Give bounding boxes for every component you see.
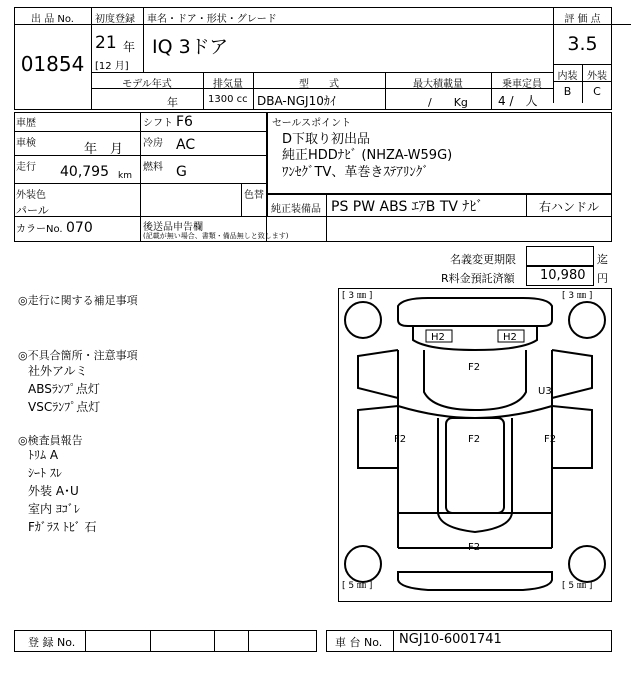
inspector-item: ｼｰﾄ ｽﾚ (28, 466, 62, 480)
max-load-label: 最大積載量 (413, 79, 463, 90)
hood (424, 350, 526, 410)
steering-value: 右ハンドル (538, 200, 599, 214)
damage-mark: F2 (468, 362, 481, 373)
recycle-label: R料金預託済額 (441, 272, 515, 285)
vehicle-name-label: 車名・ドア・形状・グレード (147, 14, 277, 25)
inspector-item: 外装 A･U (28, 484, 79, 498)
exterior-label: 外装 (587, 71, 607, 82)
cabin-left (398, 406, 438, 513)
damage-mark: H2 (431, 332, 445, 343)
exterior-grade: C (593, 85, 601, 98)
rear-bumper (398, 572, 552, 590)
exterior-color-label: 外装色 (16, 190, 46, 201)
ac-label: 冷房 (143, 138, 163, 149)
sales-line-3: ﾜﾝｾｸﾞTV、革巻きｽﾃｱﾘﾝｸﾞ (282, 165, 429, 180)
tire-rear-left (345, 546, 381, 582)
windshield (398, 406, 552, 418)
score-label: 評 価 点 (564, 14, 601, 25)
shift-value: F6 (176, 114, 193, 130)
tire-rear-right (569, 546, 605, 582)
color-change-label: 色替 (244, 190, 264, 201)
inspector-item: 室内 ﾖｺﾞﾚ (28, 502, 80, 516)
color-no-value: 070 (66, 220, 93, 236)
year-value: 21 (95, 33, 117, 53)
defects-title: ◎不具合箇所・注意事項 (18, 349, 138, 362)
color-no-label: カラーNo. (16, 224, 63, 235)
mileage-unit: km (118, 171, 132, 181)
recycle-value: 10,980 (540, 268, 586, 283)
model-year-unit: 年 (167, 96, 178, 109)
color-row-frame (14, 216, 612, 242)
fuel-value: G (176, 164, 187, 180)
tire-label: [ 3 ㎜ ] (562, 291, 593, 301)
type-value: DBA-NGJ10ｶｲ (257, 94, 336, 108)
name-change-unit: 迄 (597, 253, 608, 266)
ac-value: AC (176, 137, 196, 153)
type-label: 型 式 (299, 79, 339, 90)
score-value: 3.5 (567, 33, 598, 55)
capacity-value: 4 / 人 (498, 94, 538, 108)
name-change-label: 名義変更期限 (450, 253, 516, 266)
trunk (438, 513, 512, 532)
damage-mark: F2 (468, 542, 481, 553)
inspection-value: 年 月 (84, 142, 124, 157)
inspector-title: ◎検査員報告 (18, 434, 83, 447)
damage-mark: H2 (503, 332, 517, 343)
name-change-box (526, 246, 594, 266)
year-unit: 年 (123, 40, 136, 54)
history-label: 車歴 (16, 118, 36, 129)
tire-front-left (345, 302, 381, 338)
inspector-item: Fｶﾞﾗｽ ﾄﾋﾞ 石 (28, 520, 97, 534)
sales-point-label: セールスポイント (272, 118, 352, 129)
mileage-value: 40,795 (60, 164, 109, 180)
chassis-value: NGJ10-6001741 (399, 632, 502, 647)
vehicle-name: IQ 3ドア (152, 36, 229, 58)
interior-label: 内装 (557, 71, 578, 82)
body-outline (358, 350, 592, 398)
month-value: [12 月] (95, 61, 129, 72)
driving-notes-title: ◎走行に関する補足事項 (18, 294, 138, 307)
tire-label: [ 5 ㎜ ] (562, 581, 593, 591)
interior-grade: B (563, 85, 572, 98)
first-reg-label: 初度登録 (95, 14, 135, 25)
chassis-label: 車 台 No. (335, 636, 383, 649)
inspection-label: 車検 (16, 138, 36, 149)
equipment-label: 純正装備品 (271, 204, 321, 215)
lot-number: 01854 (20, 52, 85, 76)
defect-item: 社外アルミ (28, 364, 88, 378)
equipment-value: PS PW ABS ｴｱB TV ﾅﾋﾞ (331, 199, 484, 215)
damage-mark: U3 (538, 386, 552, 397)
damage-mark: F2 (394, 434, 407, 445)
fuel-label: 燃料 (143, 162, 163, 173)
cabin-right (512, 406, 552, 513)
sales-line-2: 純正HDDﾅﾋﾞ (NHZA-W59G) (282, 148, 453, 163)
lot-label: 出 品 No. (31, 14, 74, 25)
model-year-label: モデル年式 (122, 79, 172, 90)
car-diagram (338, 288, 612, 602)
post-equip-note: (記載が無い場合、書類・備品無しと致します) (143, 232, 289, 240)
mileage-label: 走行 (16, 162, 36, 173)
max-load-value: / Kg (428, 96, 468, 109)
displacement-label: 排気量 (213, 79, 243, 90)
sales-line-1: D下取り初出品 (282, 132, 371, 147)
tire-front-right (569, 302, 605, 338)
recycle-unit: 円 (597, 272, 608, 285)
inspector-item: ﾄﾘﾑ A (28, 448, 59, 462)
displacement-value: 1300 cc (208, 94, 248, 105)
body-right (552, 350, 592, 548)
defect-item: VSCﾗﾝﾌﾟ点灯 (28, 400, 101, 414)
reg-no-label: 登 録 No. (28, 636, 76, 649)
body-left (358, 350, 398, 548)
tire-label: [ 3 ㎜ ] (342, 291, 373, 301)
shift-label: シフト (143, 118, 173, 129)
front-bumper (398, 298, 552, 326)
roof (446, 418, 504, 513)
exterior-color-value: パール (16, 204, 49, 217)
tire-label: [ 5 ㎜ ] (342, 581, 373, 591)
capacity-label: 乗車定員 (502, 79, 542, 90)
damage-mark: F2 (468, 434, 481, 445)
post-equip-label: 後送品申告欄 (143, 222, 203, 233)
defect-item: ABSﾗﾝﾌﾟ点灯 (28, 382, 100, 396)
damage-mark: F2 (544, 434, 557, 445)
